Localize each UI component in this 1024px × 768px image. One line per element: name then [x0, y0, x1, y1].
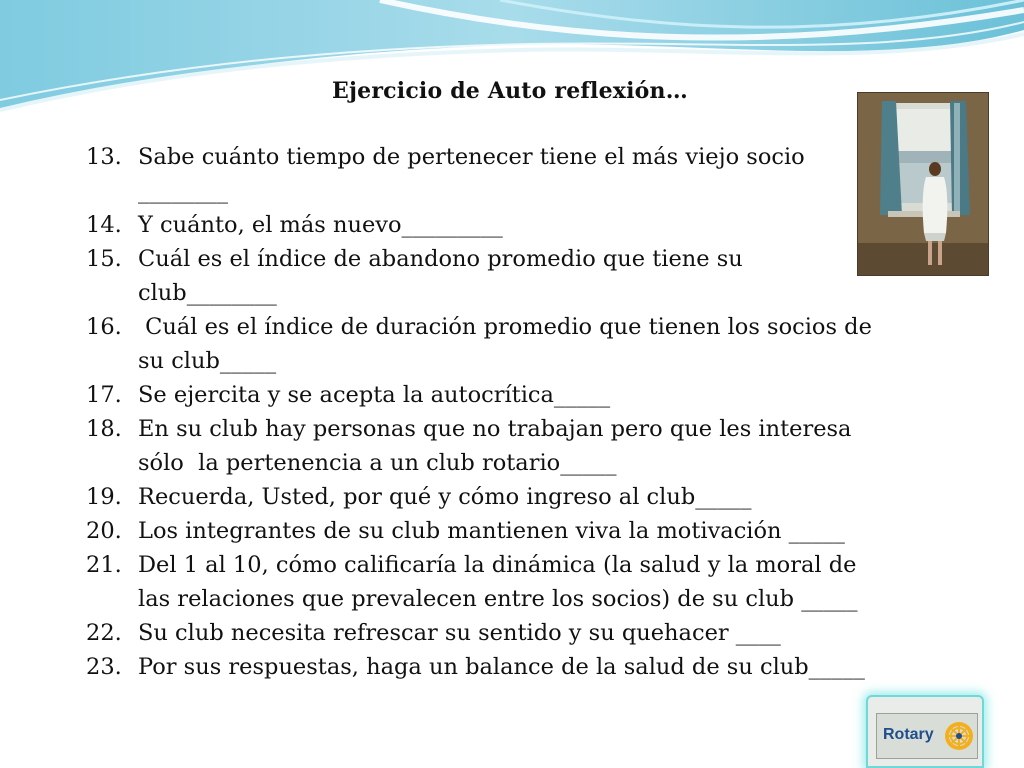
question-text: Cuál es el índice de abandono promedio que tiene su: [138, 246, 743, 272]
question-number: 14.: [86, 212, 122, 238]
question-text-continued: las relaciones que prevalecen entre los socios) de su club _____: [138, 586, 858, 612]
question-text: Recuerda, Usted, por qué y cómo ingreso al club_____: [138, 484, 752, 510]
question-number: 17.: [86, 382, 122, 408]
logo-frame: [866, 695, 984, 768]
question-text: Y cuánto, el más nuevo_________: [138, 212, 503, 238]
question-text: Los integrantes de su club mantienen viva la motivación _____: [138, 518, 845, 544]
question-item-16: [86, 310, 946, 378]
logo-panel: [876, 713, 978, 759]
question-number: 23.: [86, 654, 122, 680]
rotary-wheel-icon: [943, 720, 975, 752]
question-item-22: [86, 616, 946, 650]
question-number: 15.: [86, 246, 122, 272]
question-number: 16.: [86, 314, 122, 340]
rotary-logo-badge: [866, 695, 992, 768]
question-number: 13.: [86, 144, 122, 170]
question-number: 18.: [86, 416, 122, 442]
question-text-continued: ________: [138, 178, 228, 204]
question-item-17: [86, 378, 946, 412]
question-text: Su club necesita refrescar su sentido y su quehacer ____: [138, 620, 781, 646]
question-text: Se ejercita y se acepta la autocrítica_____: [138, 382, 611, 408]
question-text: Sabe cuánto tiempo de pertenecer tiene el más viejo socio: [138, 144, 805, 170]
question-number: 20.: [86, 518, 122, 544]
question-number: 21.: [86, 552, 122, 578]
question-list: [86, 140, 946, 684]
rotary-wordmark: Rotary: [883, 726, 934, 743]
question-text-continued: sólo la pertenencia a un club rotario_____: [138, 450, 617, 476]
question-text: Por sus respuestas, haga un balance de la salud de su club_____: [138, 654, 865, 680]
question-text-continued: club________: [138, 280, 277, 306]
question-number: 22.: [86, 620, 122, 646]
question-item-21: [86, 548, 946, 616]
question-text: Del 1 al 10, cómo calificaría la dinámica (la salud y la moral de: [138, 552, 857, 578]
question-item-20: [86, 514, 946, 548]
question-text: En su club hay personas que no trabajan pero que les interesa: [138, 416, 852, 442]
question-item-23: [86, 650, 946, 684]
question-item-15: [86, 242, 946, 310]
question-item-19: [86, 480, 946, 514]
question-item-14: [86, 208, 946, 242]
question-number: 19.: [86, 484, 122, 510]
question-text: Cuál es el índice de duración promedio que tienen los socios de: [138, 314, 872, 340]
question-item-18: [86, 412, 946, 480]
slide-title: Ejercicio de Auto reflexión…: [332, 78, 688, 104]
question-item-13: [86, 140, 838, 208]
question-text-continued: su club_____: [138, 348, 277, 374]
